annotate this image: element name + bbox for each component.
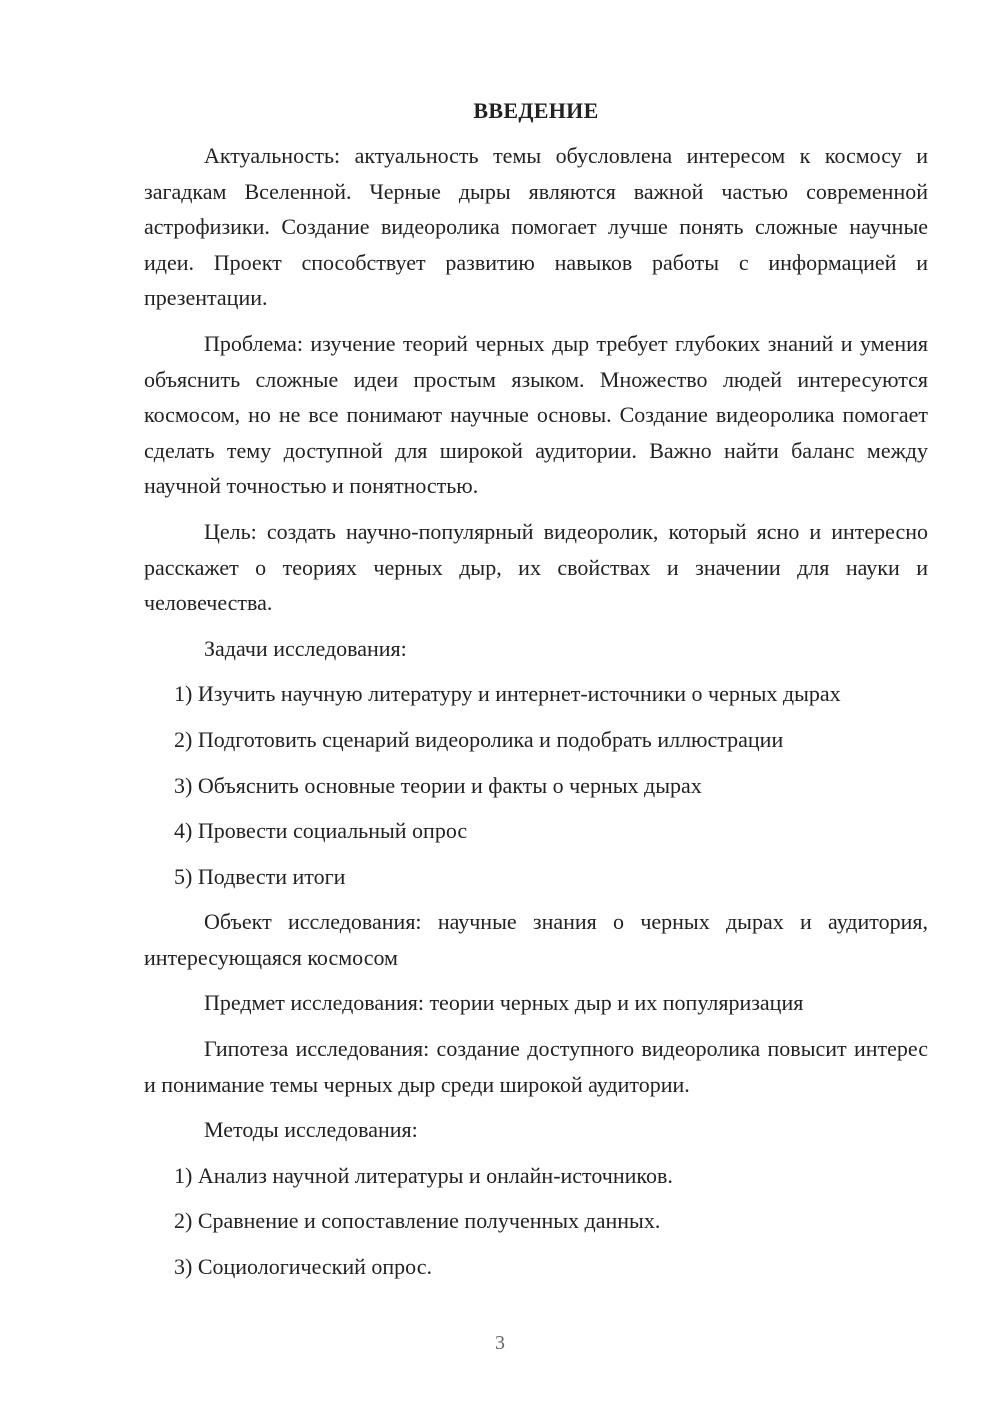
document-page	[144, 96, 928, 1295]
goal-paragraph: Цель: создать научно-популярный видеоролик, который ясно и интересно расскажет о теориях черных дыр, их свойствах и значении для науки и человечества.	[144, 518, 928, 616]
problem-paragraph: Проблема: изучение теорий черных дыр требует глубоких знаний и умения объяснить сложные идеи простым языком. Множество людей интересуются космосом, но не все понимают научные основы. Создание видеоролика помогает сделать тему доступной для широкой аудитории. Важно найти баланс между научной точностью и понятностью.	[144, 330, 928, 499]
task-item: 1) Изучить научную литературу и интернет-источники о черных дырах	[174, 681, 841, 707]
object-paragraph: Объект исследования: научные знания о черных дырах и аудитория, интересующаяся космосом	[144, 909, 928, 970]
relevance-paragraph: Актуальность: актуальность темы обусловлена интересом к космосу и загадкам Вселенной. Черные дыры являются важной частью современной астрофизики. Создание видеоролика помогает лучше понять сложные научные идеи. Проект способствует развитию навыков работы с информацией и презентации.	[144, 143, 928, 311]
task-item: 5) Подвести итоги	[174, 863, 346, 889]
hypothesis-paragraph: Гипотеза исследования: создание доступного видеоролика повысит интерес и понимание темы черных дыр среди широкой аудитории.	[144, 1036, 928, 1097]
subject-paragraph: Предмет исследования: теории черных дыр и их популяризация	[204, 990, 804, 1016]
method-item: 3) Социологический опрос.	[174, 1254, 432, 1280]
tasks-heading: Задачи исследования:	[204, 635, 407, 661]
methods-heading: Методы исследования:	[204, 1117, 418, 1143]
page-number: 3	[495, 1332, 505, 1354]
task-item: 3) Объяснить основные теории и факты о черных дырах	[174, 772, 702, 798]
method-item: 1) Анализ научной литературы и онлайн-источников.	[174, 1162, 673, 1188]
task-item: 4) Провести социальный опрос	[174, 818, 468, 844]
section-title: ВВЕДЕНИЕ	[473, 98, 599, 123]
task-item: 2) Подготовить сценарий видеоролика и подобрать иллюстрации	[174, 726, 784, 752]
method-item: 2) Сравнение и сопоставление полученных данных.	[174, 1208, 661, 1234]
